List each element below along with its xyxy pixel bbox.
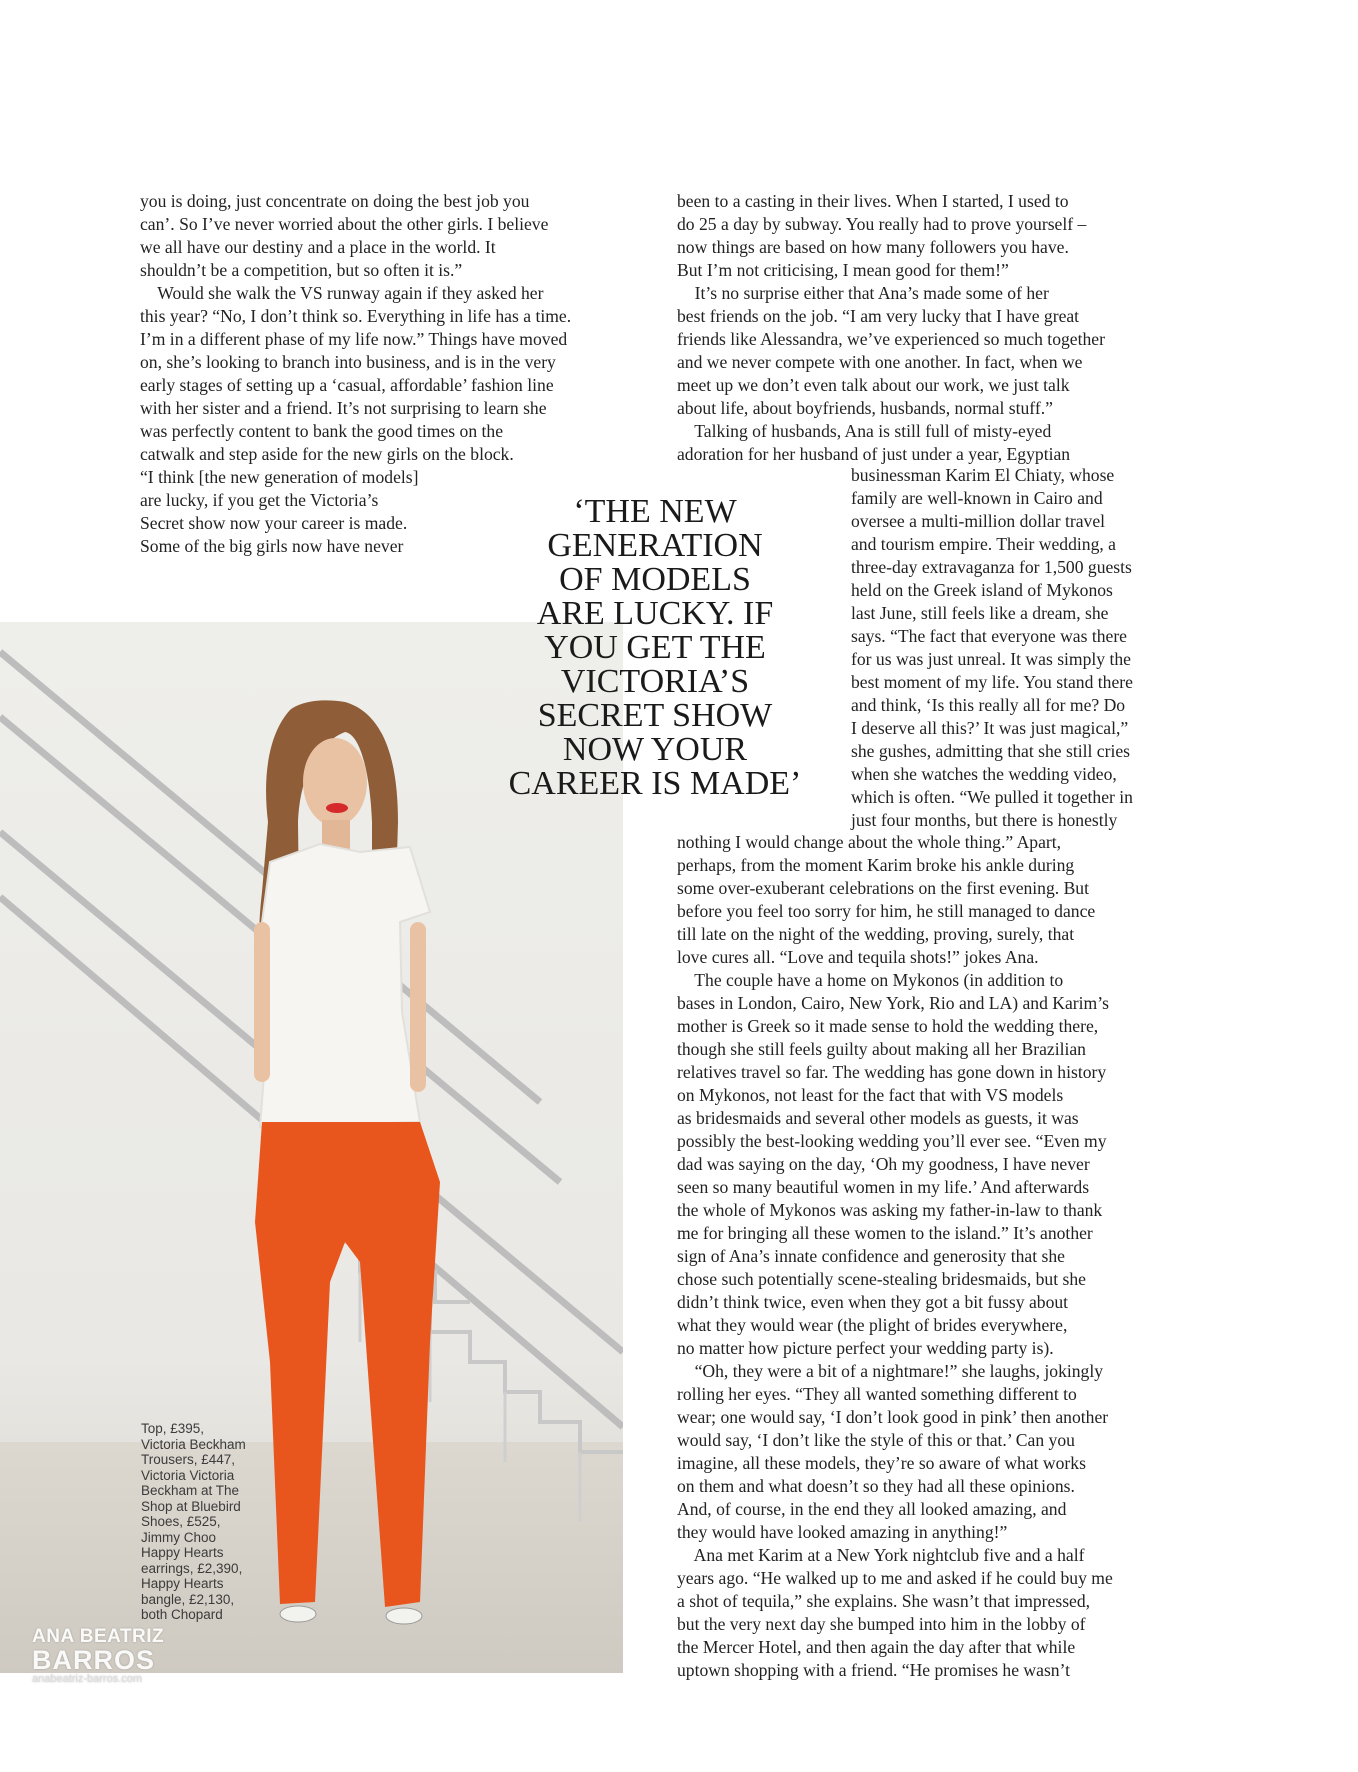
article-line: uptown shopping with a friend. “He promises he wasn’t <box>677 1660 1071 1680</box>
article-line: shouldn’t be a competition, but so often it is.” <box>140 260 463 280</box>
article-line: on Mykonos, not least for the fact that with VS models <box>677 1085 1064 1105</box>
article-line: till late on the night of the wedding, proving, surely, that <box>677 924 1075 944</box>
pull-quote <box>505 495 805 801</box>
article-line: love cures all. “Love and tequila shots!” jokes Ana. <box>677 947 1039 967</box>
caption-line: Jimmy Choo <box>141 1529 217 1545</box>
model-shoe-left <box>280 1606 316 1622</box>
article-line: says. “The fact that everyone was there <box>851 626 1127 646</box>
caption-line: both Chopard <box>141 1607 223 1622</box>
article-line: with her sister and a friend. It’s not surprising to learn she <box>140 398 547 418</box>
model-top <box>260 844 430 1127</box>
pull-quote-line: SECRET SHOW <box>537 697 773 734</box>
article-line: and tourism empire. Their wedding, a <box>851 534 1116 554</box>
model-lips <box>326 803 348 813</box>
pull-quote-line: GENERATION <box>547 527 763 564</box>
caption-line: Happy Hearts <box>141 1576 224 1591</box>
article-line: you is doing, just concentrate on doing the best job you <box>140 191 530 211</box>
article-line: and think, ‘Is this really all for me? Do <box>851 695 1126 715</box>
article-line: I deserve all this?’ It was just magical,” <box>851 718 1129 738</box>
article-line: best friends on the job. “I am very lucky that I have great <box>677 306 1080 326</box>
caption-line: Beckham at The <box>141 1483 240 1498</box>
article-line: adoration for her husband of just under a year, Egyptian <box>677 444 1071 464</box>
article-column-narrow <box>851 464 1181 832</box>
article-line: last June, still feels like a dream, she <box>851 603 1109 623</box>
article-column-right-bottom <box>677 831 1177 1682</box>
article-line: a shot of tequila,” she explains. She wasn’t that impressed, <box>677 1591 1091 1611</box>
watermark-line-1: ANA BEATRIZ <box>32 1626 165 1647</box>
model-arm-right <box>410 922 426 1092</box>
article-line: meet up we don’t even talk about our work, we just talk <box>677 375 1070 395</box>
article-line: on them and what doesn’t so they had all these opinions. <box>677 1476 1075 1496</box>
pull-quote-line: YOU GET THE <box>544 629 766 666</box>
article-line: which is often. “We pulled it together in <box>851 787 1133 807</box>
article-line: are lucky, if you get the Victoria’s <box>140 490 379 510</box>
article-line: didn’t think twice, even when they got a bit fussy about <box>677 1292 1069 1312</box>
article-line: now things are based on how many followers you have. <box>677 237 1069 257</box>
article-line: was perfectly content to bank the good times on the <box>140 421 504 441</box>
pull-quote-line: CAREER IS MADE’ <box>508 765 802 802</box>
article-line: she gushes, admitting that she still cries <box>851 741 1131 761</box>
article-line: seen so many beautiful women in my life.’ And afterwards <box>677 1177 1090 1197</box>
article-line: possibly the best-looking wedding you’ll ever see. “Even my <box>677 1131 1107 1151</box>
caption-line: bangle, £2,130, <box>141 1591 235 1607</box>
article-line: would say, ‘I don’t like the style of this or that.’ Can you <box>677 1430 1075 1450</box>
article-line: though she still feels guilty about making all her Brazilian <box>677 1039 1086 1059</box>
article-line: It’s no surprise either that Ana’s made some of her <box>677 283 1049 303</box>
article-line: no matter how picture perfect your wedding party is). <box>677 1338 1054 1358</box>
article-line: rolling her eyes. “They all wanted something different to <box>677 1384 1077 1404</box>
watermark-line-2: BARROS <box>32 1645 156 1675</box>
model-trousers <box>255 1122 440 1607</box>
article-line: this year? “No, I don’t think so. Everything in life has a time. <box>140 306 572 326</box>
watermark <box>32 1627 164 1686</box>
pull-quote-line: VICTORIA’S <box>560 663 750 700</box>
article-line: years ago. “He walked up to me and asked if he could buy me <box>677 1568 1113 1588</box>
article-line: best moment of my life. You stand there <box>851 672 1133 692</box>
article-line: imagine, all these models, they’re so aware of what works <box>677 1453 1086 1473</box>
article-line: chose such potentially scene-stealing bridesmaids, but she <box>677 1269 1086 1289</box>
article-line: wear; one would say, ‘I don’t look good in pink’ then another <box>677 1407 1109 1427</box>
model-shoe-right <box>386 1608 422 1624</box>
article-line: early stages of setting up a ‘casual, affordable’ fashion line <box>140 375 554 395</box>
watermark-url: anabeatriz-barros.com <box>32 1673 143 1685</box>
article-line: what they would wear (the plight of brides everywhere, <box>677 1315 1068 1335</box>
article-line: the Mercer Hotel, and then again the day after that while <box>677 1637 1076 1657</box>
pull-quote-line: NOW YOUR <box>562 731 748 768</box>
pull-quote-line: ARE LUCKY. IF <box>536 595 774 632</box>
article-line: Ana met Karim at a New York nightclub five and a half <box>677 1545 1085 1565</box>
article-line: when she watches the wedding video, <box>851 764 1117 784</box>
article-line: they would have looked amazing in anything!” <box>677 1522 1008 1542</box>
model-arm-left <box>254 922 270 1082</box>
article-line: mother is Greek so it made sense to hold the wedding there, <box>677 1016 1099 1036</box>
article-line: relatives travel so far. The wedding has gone down in history <box>677 1062 1107 1082</box>
article-line: before you feel too sorry for him, he still managed to dance <box>677 901 1096 921</box>
article-line: do 25 a day by subway. You really had to prove yourself – <box>677 214 1087 234</box>
article-line: friends like Alessandra, we’ve experienced so much together <box>677 329 1105 349</box>
article-line: family are well-known in Cairo and <box>851 488 1103 508</box>
article-line: but the very next day she bumped into him in the lobby of <box>677 1614 1086 1634</box>
article-line: can’. So I’ve never worried about the other girls. I believe <box>140 214 549 234</box>
caption-line: Trousers, £447, <box>141 1452 236 1467</box>
article-line: sign of Ana’s innate confidence and generosity that she <box>677 1246 1065 1266</box>
article-line: Secret show now your career is made. <box>140 513 408 533</box>
caption-line: Happy Hearts <box>141 1545 224 1560</box>
article-line: perhaps, from the moment Karim broke his ankle during <box>677 855 1075 875</box>
article-line: the whole of Mykonos was asking my father-in-law to thank <box>677 1200 1103 1220</box>
caption-line: Shoes, £525, <box>141 1514 221 1529</box>
article-line: oversee a multi-million dollar travel <box>851 511 1106 531</box>
article-line: just four months, but there is honestly <box>851 810 1118 830</box>
article-line: “Oh, they were a bit of a nightmare!” she laughs, jokingly <box>677 1361 1104 1381</box>
caption-line: earrings, £2,390, <box>141 1560 243 1576</box>
caption-line: Victoria Victoria <box>141 1467 235 1483</box>
article-line: we all have our destiny and a place in the world. It <box>140 237 496 257</box>
article-line: Some of the big girls now have never <box>140 536 404 556</box>
article-line: And, of course, in the end they all looked amazing, and <box>677 1499 1067 1519</box>
article-line: Would she walk the VS runway again if they asked her <box>140 283 544 303</box>
article-line: three-day extravaganza for 1,500 guests <box>851 557 1132 577</box>
article-line: been to a casting in their lives. When I started, I used to <box>677 191 1069 211</box>
article-line: The couple have a home on Mykonos (in addition to <box>677 970 1064 990</box>
article-line: for us was just unreal. It was simply the <box>851 649 1131 669</box>
caption-line: Victoria Beckham <box>141 1436 246 1452</box>
photo-caption <box>141 1421 271 1623</box>
caption-line: Top, £395, <box>141 1421 205 1436</box>
article-line: about life, about boyfriends, husbands, normal stuff.” <box>677 398 1053 418</box>
article-line: But I’m not criticising, I mean good for them!” <box>677 260 1009 280</box>
article-line: nothing I would change about the whole thing.” Apart, <box>677 832 1062 852</box>
pull-quote-line: OF MODELS <box>559 561 751 598</box>
article-line: and we never compete with one another. In fact, when we <box>677 352 1083 372</box>
article-line: held on the Greek island of Mykonos <box>851 580 1113 600</box>
article-line: I’m in a different phase of my life now.” Things have moved <box>140 329 568 349</box>
article-line: on, she’s looking to branch into business, and is in the very <box>140 352 556 372</box>
pull-quote-line: ‘THE NEW <box>573 493 737 530</box>
article-line: bases in London, Cairo, New York, Rio and LA) and Karim’s <box>677 993 1109 1013</box>
article-line: catwalk and step aside for the new girls on the block. <box>140 444 514 464</box>
article-line: as bridesmaids and several other models as guests, it was <box>677 1108 1079 1128</box>
article-line: dad was saying on the day, ‘Oh my goodness, I have never <box>677 1154 1090 1174</box>
article-line: me for bringing all these women to the island.” It’s another <box>677 1223 1093 1243</box>
article-column-right-top <box>677 190 1177 466</box>
article-line: Talking of husbands, Ana is still full of misty-eyed <box>677 421 1052 441</box>
article-line: businessman Karim El Chiaty, whose <box>851 465 1115 485</box>
article-line: “I think [the new generation of models] <box>140 467 419 487</box>
article-line: some over-exuberant celebrations on the first evening. But <box>677 878 1089 898</box>
caption-line: Shop at Bluebird <box>141 1498 241 1514</box>
